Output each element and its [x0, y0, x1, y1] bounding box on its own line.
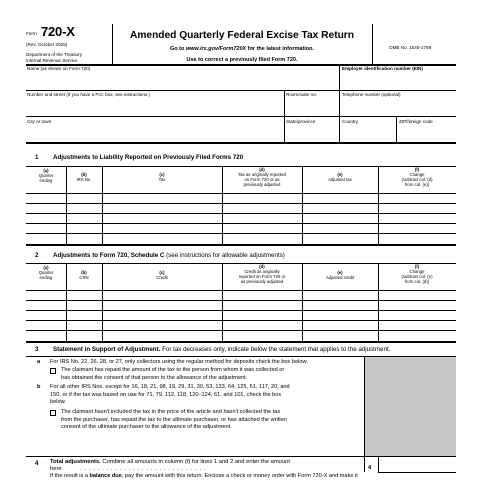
section-3-shaded-area	[365, 357, 456, 456]
ein-field[interactable]	[342, 72, 454, 90]
street-label: Number and street (If you have a P.O. box, see instructions.)	[27, 92, 150, 97]
s2-col-a-header: (a) Quarter ending	[38, 265, 54, 281]
item-b-line-1: For all other IRS Nos. except for 16, 18, 21, 98, 19, 29, 31, 30, 53, 133, 64, 125, 51, 117, 20, and	[50, 384, 290, 390]
state-label: State/province	[286, 119, 316, 124]
section-3-title: Statement in Support of Adjustment. For tax decreases only, indicate below the statement that applies to the adjustment.	[53, 346, 391, 353]
item-b-check-line-2: from the purchaser, has repaid the tax to the ultimate purchaser, or has attached the written	[61, 416, 288, 423]
s1-adjustment-rows[interactable]	[27, 194, 455, 243]
name-label: Name (as shown on Form 720)	[27, 66, 91, 71]
s2-col-b-header: (b) CRN	[79, 270, 89, 281]
s1-col-f-header: (f) Change (subtract col. (d) from col. (e))	[401, 167, 433, 188]
s1-col-d-header: (d) Tax as originally reported on Form 720 or as previously adjusted	[238, 167, 286, 188]
country-field[interactable]	[342, 125, 394, 142]
item-b-check-line-1: The claimant hasn't included the tax in the price of the article and hasn't collected the tax	[61, 409, 281, 415]
section-4-number: 4	[35, 460, 39, 467]
section-1-title: Adjustments to Liability Reported on Previously Filed Forms 720	[53, 154, 244, 161]
s2-col-e-header: (e) Adjusted credit	[325, 270, 355, 281]
s2-col-c-header: (c) Credit	[156, 270, 168, 281]
department-line: Department of the Treasury	[26, 52, 82, 57]
form-number: 720-X	[41, 24, 75, 39]
item-a-text: For IRS No. 22, 26, 28, or 27, only collectors using the regular method for deposits check the box below.	[50, 359, 308, 365]
item-b-line-2: 150, or if the tax was based on use for 71, 79, 112, 118, 120–124, 61, and 101, check the box	[50, 391, 282, 398]
section-1-number: 1	[35, 154, 39, 161]
section-3-number: 3	[35, 346, 39, 353]
here-label: here	[50, 466, 62, 472]
name-field[interactable]	[27, 72, 338, 90]
country-label: Country	[342, 119, 359, 124]
s2-col-d-header: (d) Credit as originally reported on Form 720 or as previously adjusted	[238, 264, 286, 285]
leader-dots: . . . . . . . . . . . . . . . . . . . . . . . . . . . . .	[80, 466, 207, 472]
phone-label: Telephone number (optional)	[342, 92, 401, 97]
line-4-reference: 4	[368, 465, 372, 471]
room-label: Room/suite no.	[286, 92, 317, 97]
revision-date: (Rev. October 2025)	[26, 42, 68, 47]
state-field[interactable]	[286, 125, 338, 142]
ein-label: Employer identification number (EIN)	[342, 66, 423, 71]
s1-col-b-header: (b) IRS No.	[76, 172, 92, 183]
use-line: Use to correct a previously filed Form 720.	[186, 57, 298, 63]
form-title: Amended Quarterly Federal Excise Tax Return	[129, 30, 354, 41]
zip-label: ZIP/foreign code	[399, 119, 433, 124]
item-a-letter: a	[37, 359, 41, 365]
s2-col-f-header: (f) Change (subtract col. (e) from col. (d))	[401, 264, 433, 285]
item-b-letter: b	[37, 384, 41, 390]
form-word: Form	[26, 31, 37, 36]
item-a-check-line-2: has obtained the consent of that person to the allowance of the adjustment.	[61, 374, 248, 381]
total-adjustments-field[interactable]	[379, 458, 455, 471]
s2-adjustment-rows[interactable]	[27, 291, 455, 340]
goto-line: Go to www.irs.gov/Form720X for the latest information.	[169, 46, 315, 52]
section-2-number: 2	[35, 252, 39, 259]
agency-line: Internal Revenue Service	[26, 57, 78, 63]
zip-field[interactable]	[399, 125, 454, 142]
omb-number: OMB No. 1545-1759	[389, 45, 432, 50]
item-b-line-3: below.	[50, 399, 66, 405]
item-b-check-line-3: consent of the ultimate purchaser to the allowance of the adjustment.	[61, 424, 232, 430]
irs-link[interactable]: www.irs.gov/Form720X	[185, 46, 247, 52]
city-field[interactable]	[27, 125, 282, 142]
city-label: City or town	[27, 119, 52, 124]
section-4-title: Total adjustments. Combine all amounts in column (f) for lines 1 and 2 and enter the amount	[50, 459, 290, 465]
street-field[interactable]	[27, 98, 282, 116]
s1-col-a-header: (a) Quarter ending	[38, 168, 54, 184]
s1-col-c-header: (c) Tax	[158, 172, 166, 183]
balance-due-note: If the result is a balance due, pay the amount with this return. Enclose a check or money order with Form 720-X and make it	[50, 473, 358, 479]
phone-field[interactable]	[342, 98, 454, 116]
item-a-checkbox[interactable]	[50, 368, 56, 374]
room-field[interactable]	[286, 98, 338, 116]
item-a-check-line-1: The claimant has repaid the amount of the tax to the person from whom it was collected or	[61, 367, 285, 373]
section-2-title: Adjustments to Form 720, Schedule C (see instructions for allowable adjustments)	[53, 252, 285, 259]
item-b-checkbox[interactable]	[50, 410, 56, 416]
s1-col-e-header: (e) Adjusted tax	[328, 172, 352, 183]
